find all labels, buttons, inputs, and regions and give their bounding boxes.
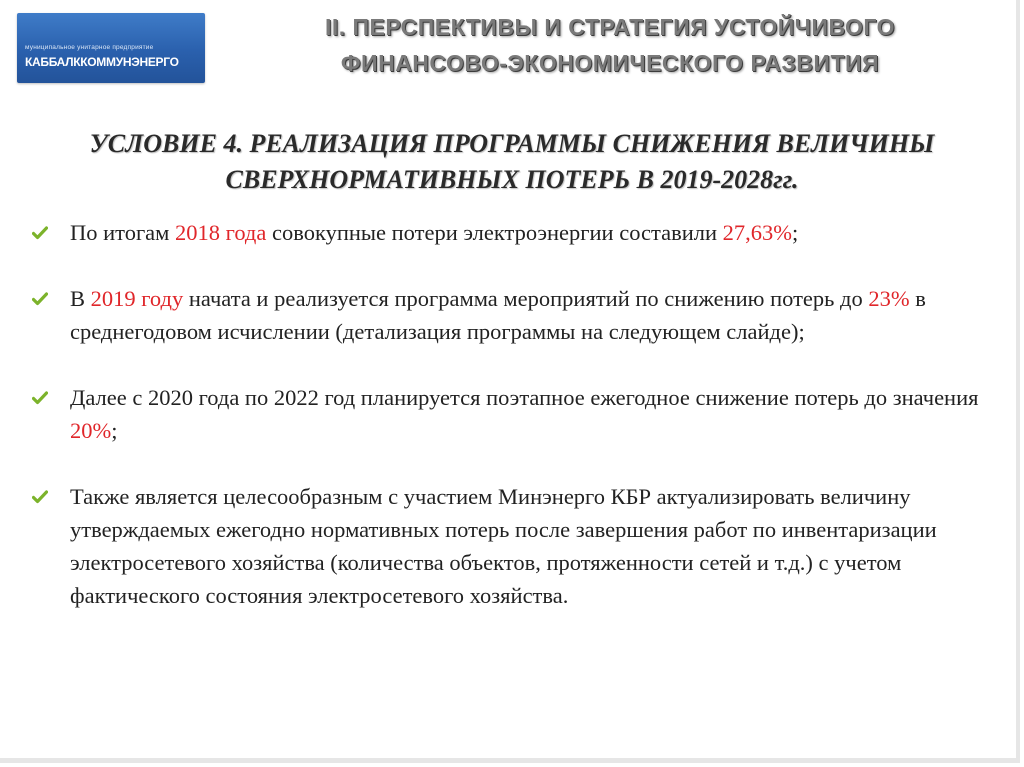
- bullet-text: ;: [111, 418, 118, 443]
- slide-title-line1: II. ПЕРСПЕКТИВЫ И СТРАТЕГИЯ УСТОЙЧИВОГО: [324, 14, 896, 40]
- condition-heading-line1: УСЛОВИЕ 4. РЕАЛИЗАЦИЯ ПРОГРАММЫ СНИЖЕНИЯ ВЕЛИЧИНЫ: [89, 129, 935, 158]
- bullet-text: в среднегодовом исчислении (детализация программы на следующем слайде);: [70, 286, 926, 344]
- company-logo: [17, 13, 205, 83]
- bullet-text: Далее с 2020 года по 2022 год планируется поэтапное ежегодное снижение потерь до значения: [70, 385, 979, 410]
- bullet-text: совокупные потери электроэнергии составили: [266, 220, 723, 245]
- check-icon: [32, 489, 48, 505]
- bullet-item-program-2019: [30, 282, 995, 348]
- bullet-item-normative-losses: [30, 480, 995, 612]
- logo-name: КАББАЛККОММУНЭНЕРГО: [25, 55, 179, 69]
- slide-title: [210, 9, 1010, 81]
- bullet-text: По итогам: [70, 220, 176, 245]
- logo-caption: муниципальное унитарное предприятие: [25, 44, 154, 51]
- bullet-list: [30, 216, 995, 612]
- bullet-item-losses-2018: [30, 216, 995, 249]
- bullet-text: начата и реализуется программа мероприятий по снижению потерь до: [183, 286, 869, 311]
- bullet-item-reduction-2020-2022: [30, 381, 995, 447]
- highlight-percent: 20%: [70, 418, 112, 443]
- bullet-text: Также является целесообразным с участием Минэнерго КБР актуализировать величину утверждаемых ежегодно нормативных потерь после завершения работ по инвентаризации электросетевого хозяйства (количества объектов, протяженности сетей и т.д.) с учетом фактического состояния электросетевого хозяйства.: [70, 484, 937, 608]
- highlight-percent: 27,63%: [722, 220, 793, 245]
- check-icon: [32, 225, 48, 241]
- bullet-text: В: [70, 286, 91, 311]
- highlight-year: 2019 году: [90, 286, 184, 311]
- slide-title-line2: ФИНАНСОВО-ЭКОНОМИЧЕСКОГО РАЗВИТИЯ: [340, 50, 880, 76]
- check-icon: [32, 390, 48, 406]
- condition-heading: [0, 126, 1024, 198]
- highlight-percent: 23%: [868, 286, 910, 311]
- highlight-year: 2018 года: [175, 220, 267, 245]
- bullet-text: ;: [792, 220, 799, 245]
- condition-heading-line2: СВЕРХНОРМАТИВНЫХ ПОТЕРЬ В 2019-2028гг.: [225, 165, 799, 194]
- check-icon: [32, 291, 48, 307]
